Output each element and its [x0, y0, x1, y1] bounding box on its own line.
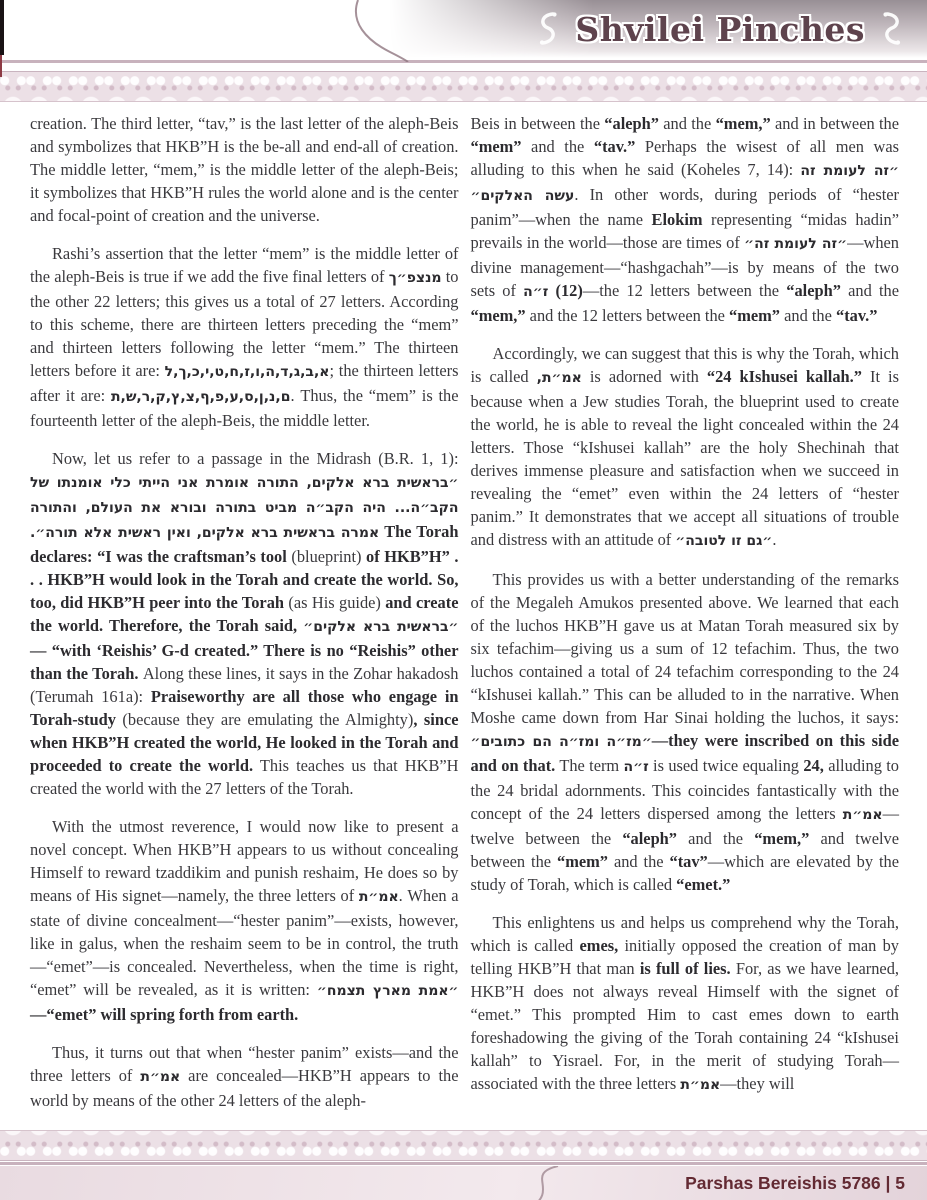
lace-border-bottom — [0, 1130, 927, 1161]
paragraph — [471, 112, 900, 327]
hebrew-text-run: ״זה לעומת זה״ — [744, 236, 848, 252]
text-run: Elokim — [651, 210, 703, 229]
text-run: is adorned with — [581, 367, 707, 386]
text-run: to the other 22 letters; this gives us a total of 27 letters. According to this scheme, there are thirteen letters preceding the “mem” and thirteen letters following the letter “mem.” The thirteen letters before it are: — [30, 267, 459, 380]
text-run: representing “midas hadin” prevails in the world—those are times of — [470, 210, 900, 252]
paragraph — [471, 568, 900, 896]
text-run: It is because when a Jew studies Torah, the blueprint used to create the world, he is able to reveal the light concealed within the 24 letters. Those “kIshusei kallah” are the holy Shechinah that derives immense pleasure and satisfaction when we succeed in revealing the “emet” even within the 24 letters of “hester panim.” It demonstrates that we accept all situations of trouble and distress with an attitude of — [470, 367, 899, 549]
hebrew-text-run: ״גם זו לטובה״ — [675, 533, 773, 549]
text-run: and the — [677, 829, 755, 848]
text-run: “mem” — [729, 306, 781, 325]
text-run: This teaches us that HKB”H created the world with the 27 letters of the Torah. — [30, 756, 459, 798]
lace-border-top — [0, 71, 927, 102]
header-banner — [0, 0, 927, 58]
text-run: and the — [608, 852, 670, 871]
text-run: of HKB”H” . . . HKB”H would look in the Torah and create the world. So, too, did HKB”H peer into the Torah — [30, 547, 459, 612]
hebrew-text-run: אמ״ת — [358, 889, 399, 905]
text-run: “tav.” — [593, 137, 636, 156]
text-run: “mem,” — [470, 306, 526, 325]
paragraph — [30, 242, 459, 432]
text-run: and the 12 letters between the — [525, 306, 730, 325]
text-run: “aleph” — [604, 114, 659, 133]
text-run: (blueprint) — [291, 547, 362, 566]
paragraph — [30, 447, 459, 800]
paragraph — [30, 1041, 459, 1112]
text-run: and the — [780, 306, 836, 325]
page-title: Shvilei Pinches — [575, 9, 865, 49]
text-run: (because they are emulating the Almighty) — [122, 710, 414, 729]
text-run: ; the thirteen letters after it are: — [30, 361, 459, 405]
text-run: and twelve between the — [470, 829, 899, 871]
text-run: Perhaps the wisest of all men was alluding to this when he said (Koheles 7, 14): — [470, 137, 900, 179]
right-column — [471, 112, 900, 1130]
hebrew-text-run: אמ״ת — [680, 1077, 721, 1093]
text-run: For, as we have learned, HKB”H does not always reveal Himself with the signet of “emet.” This prompted Him to cast emes down to earth foreshadowing the giving of the Torah containing 24 “kIshusei kallah” to Yisrael. For, in the merit of studying Torah—associated with the three letters — [470, 959, 899, 1093]
hebrew-text-run: ״זה לעומת זה עשה האלקים״ — [470, 163, 899, 204]
text-run: “aleph” — [622, 829, 677, 848]
text-run: — “with ‘Reishis’ G-d created.” There is no “Reishis” other than the Torah. — [30, 641, 459, 683]
text-run: “emet.” — [676, 875, 731, 894]
scroll-flourish-icon — [881, 10, 905, 48]
text-run: —which are elevated by the study of Torah, which is called — [470, 852, 899, 894]
text-run: “24 kIshusei kallah.” — [706, 367, 862, 386]
text-run: and the — [840, 281, 899, 300]
text-run: initially opposed the creation of man by telling HKB”H that man — [470, 936, 899, 978]
hebrew-text-run: אמ״ת, — [536, 370, 582, 386]
text-run: The Torah declares: “I was the craftsman’s tool — [30, 522, 459, 566]
text-run: —when divine management—“hashgachah”—is by means of the two sets of — [470, 233, 899, 300]
text-run: . Thus, the “mem” is the fourteenth letter of the aleph-Beis, the middle letter. — [30, 386, 459, 430]
footer-curve-line — [500, 1166, 590, 1200]
hebrew-text-run: ״בראשית ברא אלקים״ — [303, 619, 459, 635]
hebrew-text-run: ״מז״ה ומז״ה הם כתובים״ — [470, 734, 652, 750]
text-run: is full of lies. — [639, 959, 731, 978]
hebrew-text-run: אמ״ת — [140, 1069, 181, 1085]
hebrew-text-run: ״בראשית ברא אלקים, התורה אומרת אני הייתי כלי אומנתו של הקב״ה... היה הקב״ה מביט בתורה ובורא את העולם, והתורה אמרה בראשית ברא אלקים, ואין ראשית אלא תורה״. — [30, 475, 459, 541]
text-run: The term — [555, 756, 624, 775]
text-run: alluding to the 24 bridal adornments. This coincides fantastically with the concept of the 24 letters dispersed among the letters — [470, 756, 900, 823]
hebrew-text-run: אמ״ת — [842, 807, 883, 823]
paragraph — [30, 815, 459, 1026]
text-run: This provides us with a better understanding of the remarks of the Megaleh Amukos presented above. We learned that each of the luchos HKB”H gave us at Matan Torah measured six by six tefachim—giving us a sum of 12 tefachim. Thus, the two luchos contained a total of 24 tefachim corresponding to the 24 “kIshusei kallah.” This can be alluded to in the narrative. When Moshe came down from Har Sinai holding the luchos, it says: — [470, 570, 899, 727]
text-run: . In other words, during periods of “hester panim”—when the name — [470, 185, 899, 229]
text-run: This enlightens us and helps us comprehend why the Torah, which is called — [470, 913, 899, 955]
paragraph — [471, 911, 900, 1097]
footer-band — [0, 1166, 927, 1200]
paragraph — [30, 112, 459, 227]
footer-page-label: Parshas Bereishis 5786 | 5 — [685, 1173, 905, 1193]
text-run: and the — [521, 137, 594, 156]
text-run: Praiseworthy are all those who engage in Torah-study — [30, 687, 459, 729]
text-run: —the 12 letters between the — [582, 281, 787, 300]
text-run: —“emet” will spring forth from earth. — [30, 1005, 299, 1024]
text-run: emes, — [579, 936, 619, 955]
text-run: Along these lines, it says in the Zohar hakadosh (Terumah 161a): — [30, 664, 459, 706]
hebrew-text-run: א,ב,ג,ד,ה,ו,ז,ח,ט,י,כ,ך,ל — [164, 364, 330, 380]
text-run: . — [772, 530, 777, 549]
text-run: and create the world. Therefore, the Torah said, — [30, 593, 459, 635]
text-run: With the utmost reverence, I would now like to present a novel concept. When HKB”H appears to us without concealing Himself to reward tzaddikim and punish reshaim, He does so by means of His signet—namely, the three letters of — [30, 817, 459, 905]
text-run: (as His guide) — [288, 593, 381, 612]
paragraph — [471, 342, 900, 553]
text-run: —they were inscribed on this side and on that. — [470, 731, 900, 775]
text-run: (12) — [548, 281, 583, 300]
text-run: “mem,” — [754, 829, 810, 848]
text-run: Thus, it turns out that when “hester panim” exists—and the three letters of — [30, 1043, 459, 1085]
spacer — [0, 63, 927, 71]
text-run: and in between the — [770, 114, 900, 133]
hebrew-text-run: ז״ה — [523, 284, 549, 300]
left-column — [30, 112, 459, 1130]
text-run: “mem,” — [715, 114, 771, 133]
text-run: and the — [658, 114, 716, 133]
text-run: “mem” — [470, 137, 522, 156]
text-run: is used twice equaling — [648, 756, 804, 775]
text-run: . When a state of divine concealment—“hester panim”—exists, however, like in galus, when the reshaim seem to be in control, the truth—“emet”—is concealed. Nevertheless, when the time is right, “emet” will be revealed, as it is written: — [30, 886, 459, 999]
article-body — [0, 102, 927, 1130]
scroll-flourish-icon — [535, 10, 559, 48]
scan-edge-artifact — [0, 0, 4, 55]
masthead — [535, 4, 905, 54]
hebrew-text-run: מנצפ״ך — [388, 270, 442, 286]
text-run: —twelve between the — [470, 804, 899, 848]
text-run: 24, — [803, 756, 824, 775]
hebrew-text-run: ״אמת מארץ תצמח״ — [316, 983, 459, 999]
text-run: Accordingly, we can suggest that this is why the Torah, which is called — [470, 344, 899, 386]
text-run: are concealed—HKB”H appears to the world by means of the other 24 letters of the aleph- — [30, 1066, 459, 1110]
text-run: “mem” — [557, 852, 608, 871]
text-run: “tav” — [669, 852, 708, 871]
text-run: , since when HKB”H created the world, He looked in the Torah and proceeded to create the world. — [30, 710, 459, 775]
text-run: Beis in between the — [470, 114, 605, 133]
text-run: Rashi’s assertion that the letter “mem” is the middle letter of the aleph-Beis is true if we add the five final letters of — [30, 244, 459, 286]
text-run: —they will — [720, 1074, 795, 1093]
text-run: “aleph” — [786, 281, 841, 300]
text-run: “tav.” — [836, 306, 878, 325]
text-run: creation. The third letter, “tav,” is the last letter of the aleph-Beis and symbolizes that HKB”H is the be-all and end-all of creation. The middle letter, “mem,” is the middle letter of the aleph-Beis; it symbolizes that HKB”H rules the world alone and is the center and focal-point of creation and the universe. — [30, 114, 459, 225]
hebrew-text-run: ם,נ,ן,ס,ע,פ,ף,צ,ץ,ק,ר,ש,ת — [110, 389, 291, 405]
text-run: Now, let us refer to a passage in the Midrash (B.R. 1, 1): — [52, 449, 459, 468]
scan-edge-artifact-red — [0, 55, 2, 77]
hebrew-text-run: ז״ה — [623, 759, 649, 775]
